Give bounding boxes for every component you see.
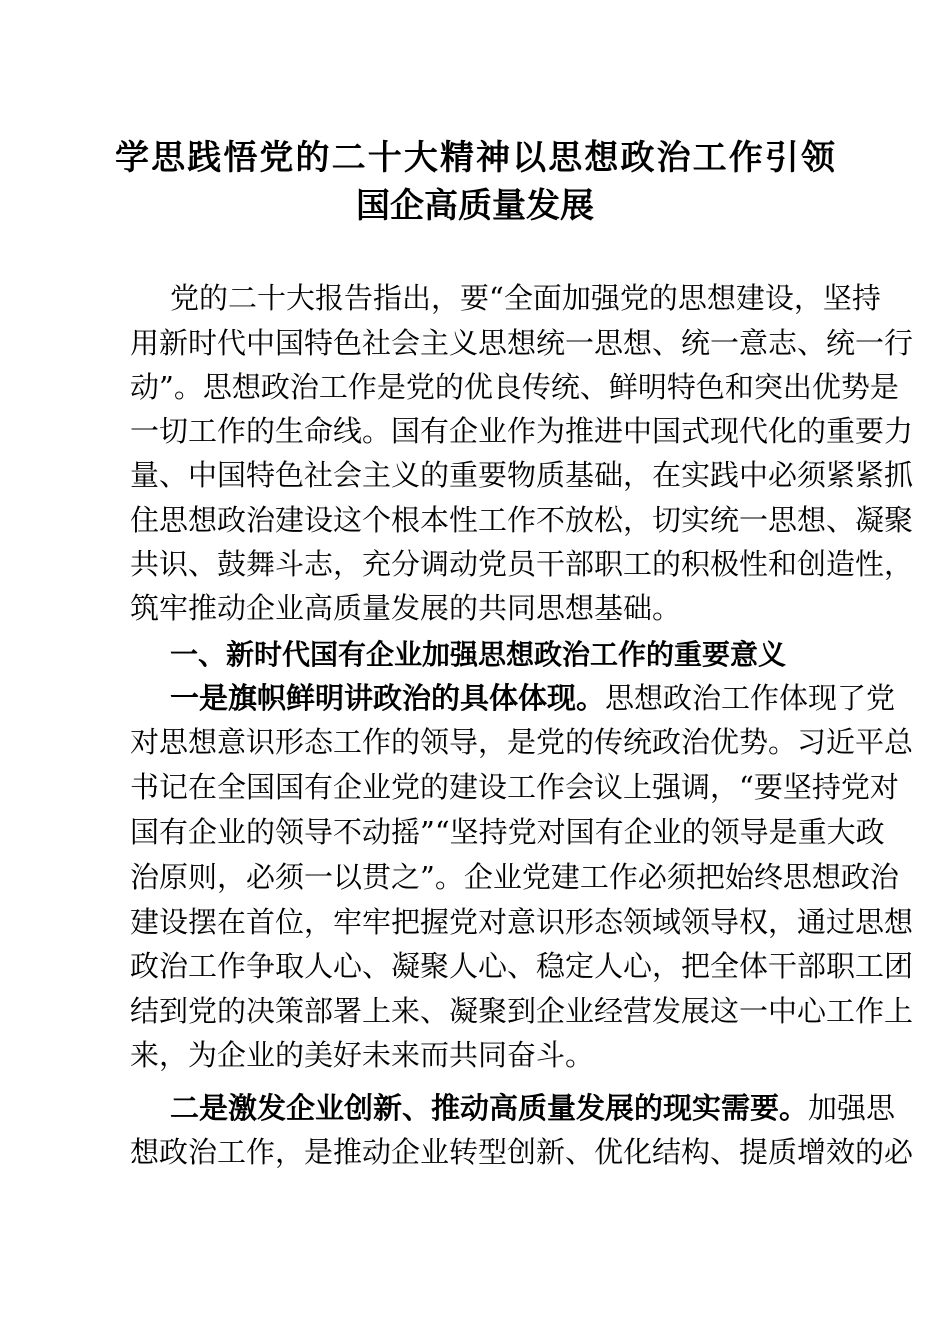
text-line: 动”。思想政治工作是党的优良传统、鲜明特色和突出优势是 xyxy=(130,370,899,404)
text-line: 来，为企业的美好未来而共同奋斗。 xyxy=(130,1038,595,1072)
paragraph-lead: 一是旗帜鲜明讲政治的具体体现。 xyxy=(170,681,606,715)
text-line xyxy=(170,1090,896,1126)
text-line: 建设摆在首位，牢牢把握党对意识形态领域领导权，通过思想 xyxy=(130,905,914,939)
text-line: 政治工作争取人心、凝聚人心、稳定人心，把全体干部职工团 xyxy=(130,949,914,983)
text-line: 治原则，必须一以贯之”。企业党建工作必须把始终思想政治 xyxy=(130,860,899,894)
section-heading: 一、新时代国有企业加强思想政治工作的重要意义 xyxy=(170,638,787,671)
text-line: 国有企业的领导不动摇”“坚持党对国有企业的领导是重大政 xyxy=(130,815,885,849)
text-line: 想政治工作，是推动企业转型创新、优化结构、提质增效的必 xyxy=(130,1135,914,1169)
text-line: 量、中国特色社会主义的重要物质基础，在实践中必须紧紧抓 xyxy=(130,458,914,492)
document-title-line-1: 学思践悟党的二十大精神以思想政治工作引领 xyxy=(115,138,835,178)
document-title-line-2: 国企高质量发展 xyxy=(356,186,594,226)
text-line: 住思想政治建设这个根本性工作不放松，切实统一思想、凝聚 xyxy=(130,503,914,537)
text-span: 加强思 xyxy=(808,1091,896,1125)
text-line: 党的二十大报告指出，要“全面加强党的思想建设，坚持 xyxy=(170,281,881,315)
text-line: 筑牢推动企业高质量发展的共同思想基础。 xyxy=(130,591,682,625)
text-line: 共识、鼓舞斗志，充分调动党员干部职工的积极性和创造性， xyxy=(130,547,914,581)
text-line: 一切工作的生命线。国有企业作为推进中国式现代化的重要力 xyxy=(130,414,914,448)
text-line: 用新时代中国特色社会主义思想统一思想、统一意志、统一行 xyxy=(130,326,914,360)
text-line xyxy=(170,680,896,716)
text-line: 书记在全国国有企业党的建设工作会议上强调，“要坚持党对 xyxy=(130,770,899,804)
paragraph-lead: 二是激发企业创新、推动高质量发展的现实需要。 xyxy=(170,1091,809,1125)
text-line: 对思想意识形态工作的领导，是党的传统政治优势。习近平总 xyxy=(130,725,914,759)
text-span: 思想政治工作体现了党 xyxy=(605,681,896,715)
text-line: 结到党的决策部署上来、凝聚到企业经营发展这一中心工作上 xyxy=(130,994,914,1028)
